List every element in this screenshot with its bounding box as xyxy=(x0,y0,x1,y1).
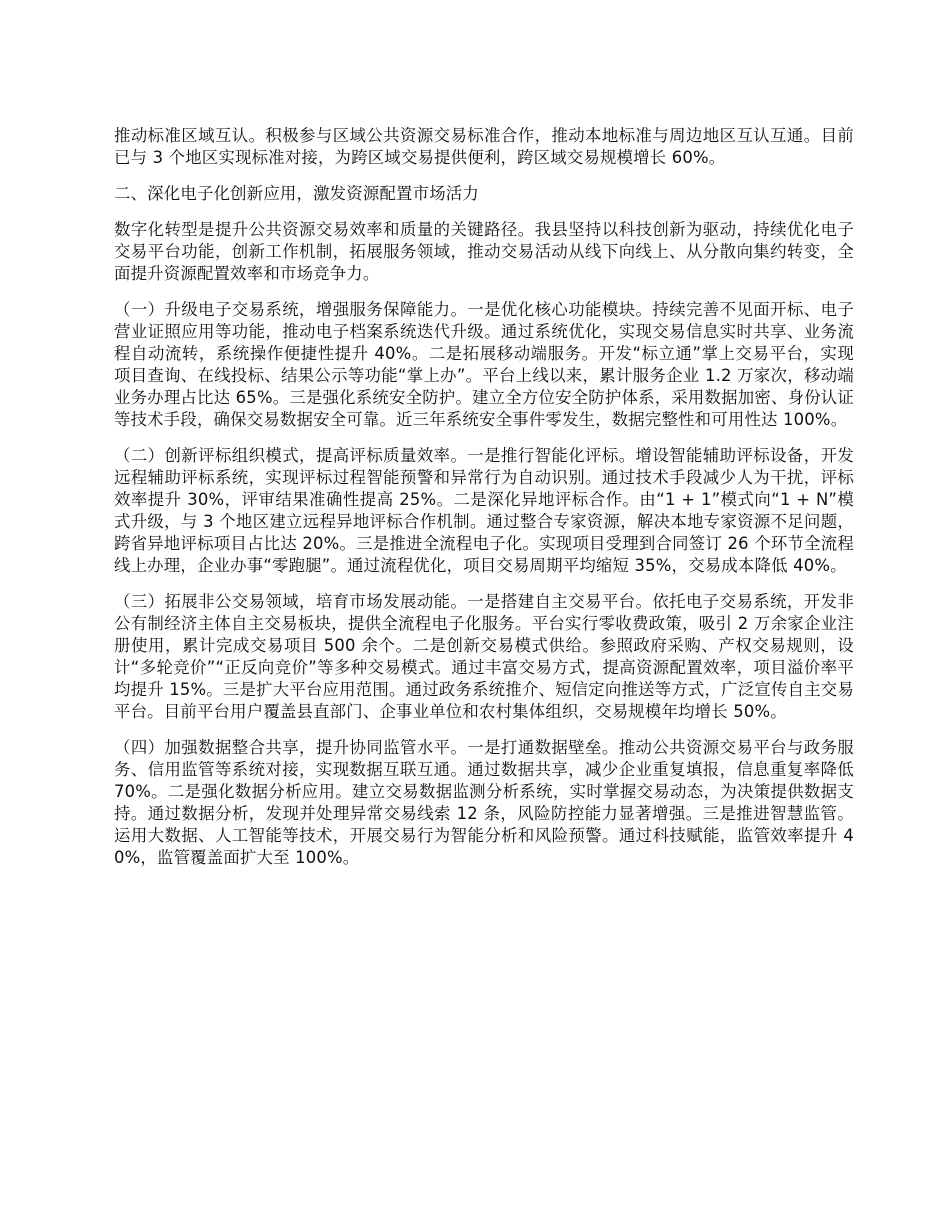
paragraph-subsection-1: （一）升级电子交易系统，增强服务保障能力。一是优化核心功能模块。持续完善不见面开标、电子营业证照应用等功能，推动电子档案系统迭代升级。通过系统优化，实现交易信息实时共享、业务流程自动流转，系统操作便捷性提升 40%。二是拓展移动端服务。开发“标立通”掌上交易平台，实现项目查询、在线投标、结果公示等功能“掌上办”。平台上线以来，累计服务企业 1.2 万家次，移动端业务办理占比达 65%。三是强化系统安全防护。建立全方位安全防护体系，采用数据加密、身份认证等技术手段，确保交易数据安全可靠。近三年系统安全事件零发生，数据完整性和可用性达 100%。 xyxy=(114,300,854,429)
document-body xyxy=(114,125,854,883)
paragraph-subsection-4: （四）加强数据整合共享，提升协同监管水平。一是打通数据壁垒。推动公共资源交易平台与政务服务、信用监管等系统对接，实现数据互联互通。通过数据共享，减少企业重复填报，信息重复率降低 70%。二是强化数据分析应用。建立交易数据监测分析系统，实时掌握交易动态，为决策提供数据支持。通过数据分析，发现并处理异常交易线索 12 条，风险防控能力显著增强。三是推进智慧监管。运用大数据、人工智能等技术，开展交易行为智能分析和风险预警。通过科技赋能，监管效率提升 40%，监管覆盖面扩大至 100%。 xyxy=(114,738,854,867)
section-heading-2: 二、深化电子化创新应用，激发资源配置市场活力 xyxy=(114,184,479,203)
paragraph-standards-mutual-recognition: 推动标准区域互认。积极参与区域公共资源交易标准合作，推动本地标准与周边地区互认互通。目前已与 3 个地区实现标准对接，为跨区域交易提供便利，跨区域交易规模增长 60%。 xyxy=(114,126,854,167)
paragraph-subsection-3: （三）拓展非公交易领域，培育市场发展动能。一是搭建自主交易平台。依托电子交易系统，开发非公有制经济主体自主交易板块，提供全流程电子化服务。平台实行零收费政策，吸引 2 万余家企业注册使用，累计完成交易项目 500 余个。二是创新交易模式供给。参照政府采购、产权交易规则，设计“多轮竞价”“正反向竞价”等多种交易模式。通过丰富交易方式，提高资源配置效率，项目溢价率平均提升 15%。三是扩大平台应用范围。通过政务系统推介、短信定向推送等方式，广泛宣传自主交易平台。目前平台用户覆盖县直部门、企事业单位和农村集体组织，交易规模年均增长 50%。 xyxy=(114,592,854,721)
paragraph-subsection-2: （二）创新评标组织模式，提高评标质量效率。一是推行智能化评标。增设智能辅助评标设备，开发远程辅助评标系统，实现评标过程智能预警和异常行为自动识别。通过技术手段减少人为干扰，评标效率提升 30%，评审结果准确性提高 25%。二是深化异地评标合作。由“1 + 1”模式向“1 + N”模式升级，与 3 个地区建立远程异地评标合作机制。通过整合专家资源，解决本地专家资源不足问题，跨省异地评标项目占比达 20%。三是推进全流程电子化。实现项目受理到合同签订 26 个环节全流程线上办理，企业办事“零跑腿”。通过流程优化，项目交易周期平均缩短 35%，交易成本降低 40%。 xyxy=(114,446,854,575)
paragraph-digital-transformation: 数字化转型是提升公共资源交易效率和质量的关键路径。我县坚持以科技创新为驱动，持续优化电子交易平台功能，创新工作机制，拓展服务领域，推动交易活动从线下向线上、从分散向集约转变，全面提升资源配置效率和市场竞争力。 xyxy=(114,220,854,283)
